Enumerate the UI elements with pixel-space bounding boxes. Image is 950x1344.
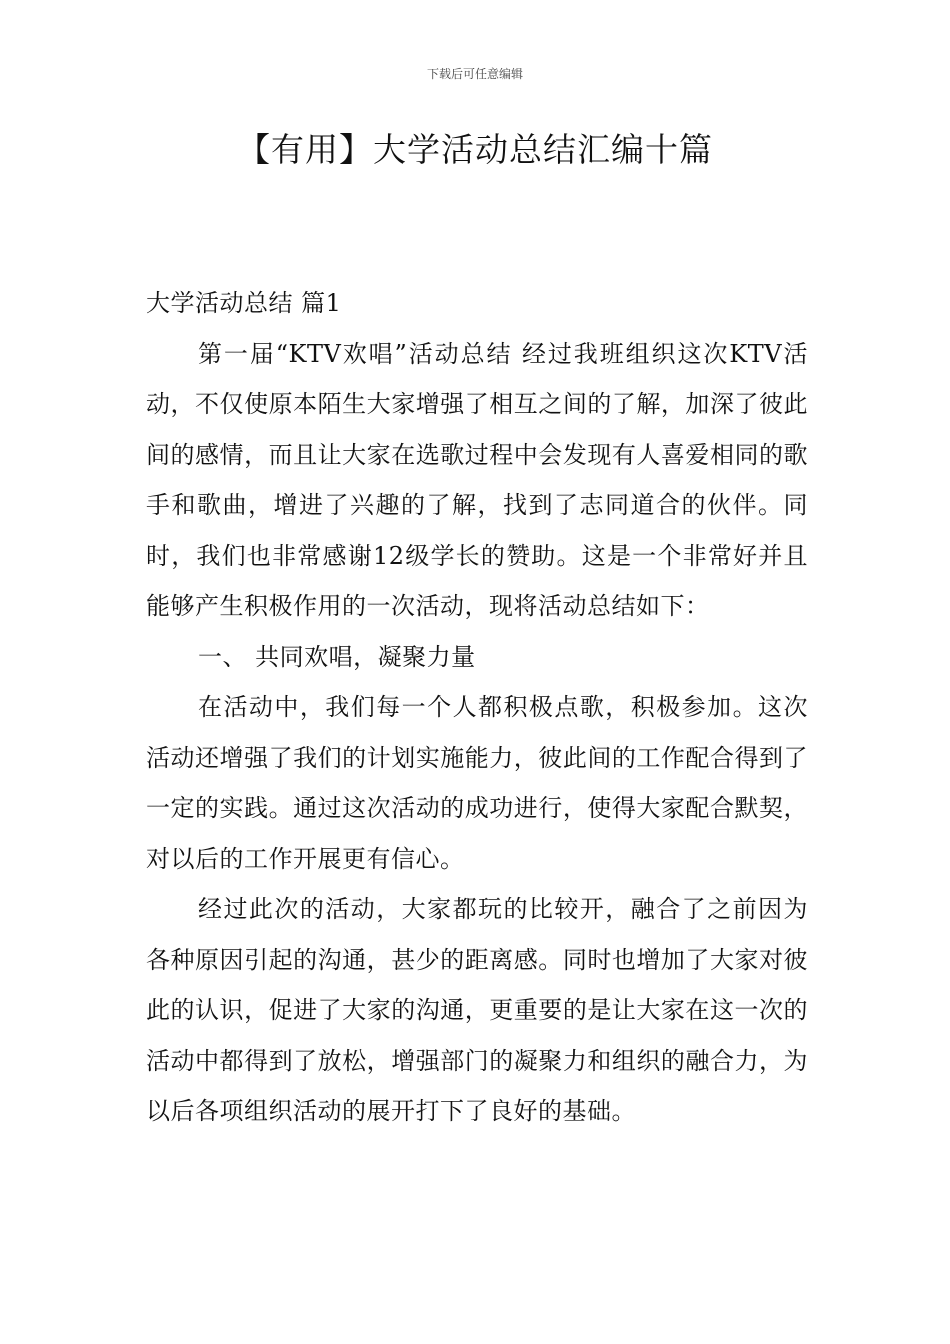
document-title: 【有用】大学活动总结汇编十篇 [237, 130, 713, 169]
document-body [146, 278, 808, 1137]
paragraph-activity: 在活动中，我们每一个人都积极点歌，积极参加。这次活动还增强了我们的计划实施能力，彼此间的工作配合得到了一定的实践。通过这次活动的成功进行，使得大家配合默契，对以后的工作开展更有信心。 [146, 693, 808, 873]
paragraph-summary: 经过此次的活动，大家都玩的比较开，融合了之前因为各种原因引起的沟通，甚少的距离感。同时也增加了大家对彼此的认识，促进了大家的沟通，更重要的是让大家在这一次的活动中都得到了放松，增强部门的凝聚力和组织的融合力，为以后各项组织活动的展开打下了良好的基础。 [146, 895, 808, 1125]
section-heading: 大学活动总结 篇1 [146, 289, 342, 317]
paragraph-intro: 第一届“KTV欢唱”活动总结 经过我班组织这次KTV活动，不仅使原本陌生大家增强了相互之间的了解，加深了彼此间的感情，而且让大家在选歌过程中会发现有人喜爱相同的歌手和歌曲，增进了兴趣的了解，找到了志同道合的伙伴。同时，我们也非常感谢12级学长的赞助。这是一个非常好并且能够产生积极作用的一次活动，现将活动总结如下： [146, 339, 808, 620]
header-note: 下载后可任意编辑 [426, 67, 523, 81]
subheading-sing-together: 一、 共同欢唱，凝聚力量 [198, 642, 476, 671]
